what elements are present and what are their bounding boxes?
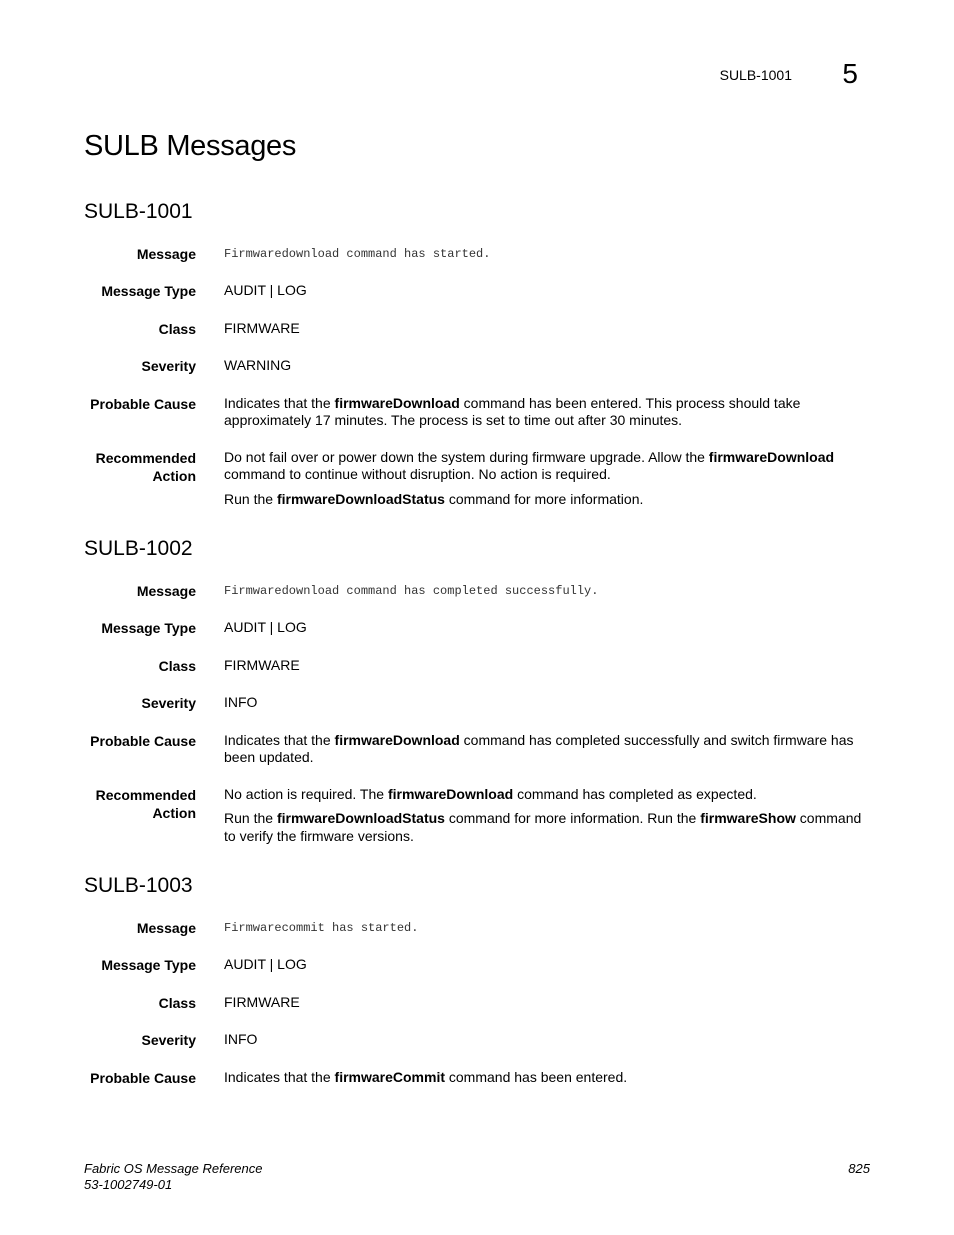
message-type-value: AUDIT | LOG (224, 956, 307, 972)
probable-cause-row (84, 732, 874, 767)
command-name: firmwareDownloadStatus (276, 490, 445, 507)
message-row (84, 245, 874, 263)
message-label: Message (136, 583, 196, 599)
severity-label: Severity (141, 695, 196, 711)
class-row (84, 657, 874, 675)
message-text: Firmwaredownload command has started. (224, 247, 491, 261)
probable-cause-label: Probable Cause (90, 732, 196, 749)
severity-label: Severity (141, 1032, 196, 1048)
message-section-sulb-1002 (84, 536, 874, 845)
message-type-row (84, 619, 874, 637)
class-value: FIRMWARE (224, 993, 300, 1010)
probable-cause-label: Probable Cause (90, 395, 196, 412)
message-type-value: AUDIT | LOG (224, 282, 307, 298)
running-head (600, 58, 858, 88)
severity-row (84, 357, 874, 375)
command-name: firmwareDownloadStatus (276, 810, 445, 826)
recommended-action-label: Recommended Action (95, 449, 196, 484)
chapter-number: 5 (842, 58, 858, 89)
probable-cause-text: Indicates that the firmwareDownload command has completed successfully and switch firmware has been updated. (224, 731, 854, 765)
probable-cause-text: Indicates that the firmwareCommit command has been entered. (224, 1068, 628, 1085)
message-type-label: Message Type (101, 620, 196, 636)
page-number: 825 (848, 1161, 870, 1176)
page-title: SULB Messages (84, 130, 297, 162)
message-text: Firmwarecommit has started. (224, 921, 419, 935)
command-name: firmwareDownload (334, 731, 460, 748)
message-label: Message (136, 246, 196, 262)
section-heading: SULB-1003 (84, 874, 193, 897)
message-row (84, 582, 874, 600)
message-type-label: Message Type (101, 957, 196, 973)
message-text: Firmwaredownload command has completed successfully. (224, 584, 599, 598)
recommended-action-row (84, 449, 874, 509)
recommended-action-text: No action is required. The firmwareDownload command has completed as expected. Run the firmwareDownloadStatus command for more information. Run the firmwareShow command to verify the firmware versions. (224, 785, 862, 844)
class-label: Class (158, 657, 196, 674)
command-name: firmwareDownload (708, 448, 835, 465)
severity-row (84, 694, 874, 712)
command-name: firmwareDownload (334, 394, 460, 411)
severity-label: Severity (141, 358, 196, 374)
probable-cause-label: Probable Cause (90, 1069, 196, 1086)
class-value: FIRMWARE (224, 656, 300, 673)
probable-cause-row (84, 395, 874, 430)
severity-value: INFO (224, 694, 258, 710)
footer-doc-title: Fabric OS Message Reference (84, 1161, 263, 1176)
recommended-action-label: Recommended Action (95, 786, 196, 821)
message-type-row (84, 956, 874, 974)
message-type-row (84, 282, 874, 300)
message-section-sulb-1001 (84, 199, 874, 508)
message-label: Message (136, 920, 196, 936)
command-name: firmwareCommit (334, 1068, 445, 1085)
message-section-sulb-1003 (84, 873, 874, 1086)
class-label: Class (158, 320, 196, 337)
command-name: firmwareShow (700, 810, 796, 826)
class-value: FIRMWARE (224, 319, 300, 336)
class-row (84, 994, 874, 1012)
footer-doc-number: 53-1002749-01 (84, 1177, 173, 1192)
running-head-label: SULB-1001 (719, 67, 792, 83)
message-type-label: Message Type (101, 283, 196, 299)
probable-cause-text: Indicates that the firmwareDownload command has been entered. This process should take approximately 17 minutes. The process is set to time out after 30 minutes. (224, 394, 801, 428)
command-name: firmwareDownload (387, 785, 514, 802)
severity-value: WARNING (224, 357, 292, 373)
footer-doc-info (84, 1161, 262, 1193)
probable-cause-row (84, 1069, 874, 1087)
recommended-action-text: Do not fail over or power down the system during firmware upgrade. Allow the firmwareDownload command to continue without disruption. No action is required. Run the firmwareDownloadStatus command for more information. (224, 448, 835, 507)
message-type-value: AUDIT | LOG (224, 619, 307, 635)
severity-value: INFO (224, 1031, 258, 1047)
section-heading: SULB-1002 (84, 537, 193, 560)
message-row (84, 919, 874, 937)
recommended-action-row (84, 786, 874, 846)
class-row (84, 320, 874, 338)
severity-row (84, 1031, 874, 1049)
section-heading: SULB-1001 (84, 200, 193, 223)
class-label: Class (158, 994, 196, 1011)
